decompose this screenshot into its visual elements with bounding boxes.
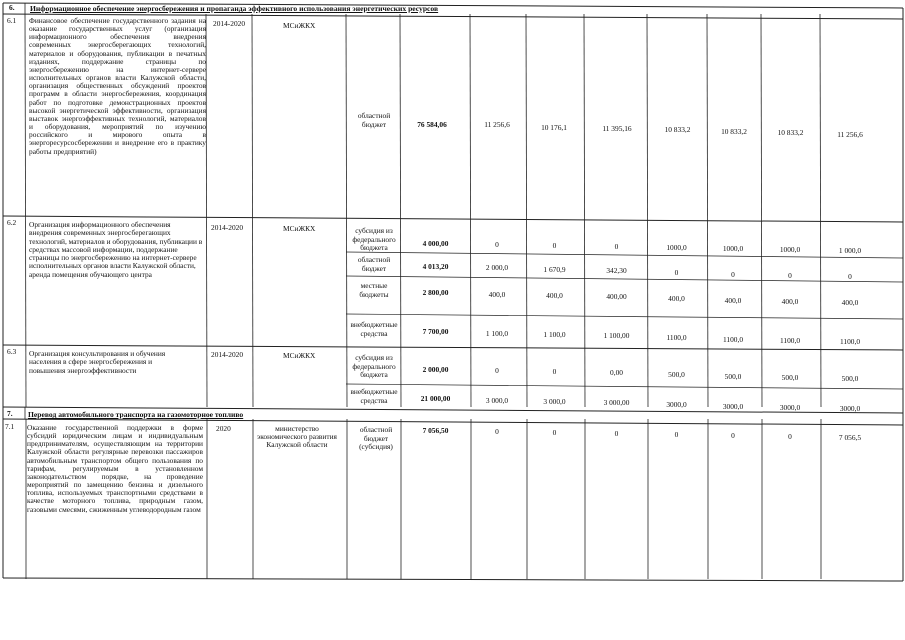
funding-year: 500,0 (724, 372, 742, 381)
funding-year: 2 000,0 (485, 263, 509, 272)
funding-year: 500,0 (781, 373, 799, 382)
funding-year: 400,0 (841, 298, 859, 307)
funding-year: 1 000,0 (838, 246, 862, 255)
row-executor: МСиЖКХ (283, 351, 316, 360)
funding-year: 3000,0 (839, 404, 861, 413)
funding-year: 0 (848, 272, 852, 281)
section-title: Перевод автомобильного транспорта на газомоторное топливо (28, 410, 244, 419)
funding-year: 0 (731, 270, 735, 279)
row-executor: МСиЖКХ (283, 21, 316, 30)
funding-total: 7 056,50 (422, 426, 449, 435)
table-rule (3, 578, 903, 581)
column-rule (820, 14, 821, 407)
funding-total: 4 013,20 (422, 262, 449, 271)
funding-year: 1000,0 (779, 245, 801, 254)
funding-year: 0 (788, 432, 792, 441)
funding-year: 0 (731, 431, 735, 440)
funding-year: 1100,0 (779, 336, 801, 345)
funding-row-rule (346, 314, 903, 319)
funding-year: 1000,0 (722, 244, 744, 253)
row-executor: МСиЖКХ (283, 224, 316, 233)
funding-year: 3000,0 (666, 400, 687, 409)
section-number: 6. (9, 3, 15, 12)
funding-year: 1 100,0 (485, 329, 509, 338)
column-rule (346, 14, 347, 407)
row-executor: министерство экономического развития Калужской области (257, 424, 337, 450)
row-period: 2014-2020 (213, 19, 246, 28)
funding-year: 10 833,2 (721, 127, 747, 136)
funding-year: 0 (495, 427, 499, 436)
column-rule (252, 14, 253, 407)
column-rule (647, 14, 648, 407)
column-rule (761, 14, 762, 407)
row-description: Финансовое обеспечение государственного задания на оказание государственных услуг (организация информационного обеспечения внедрения современных энергосберегающих технологий, материалов и оборудования, публикации в печатных изданиях, поддержание страницы по энергосбережению на интернет-сервере исполнительных органов власти Калужской области, организация общественных обсуждений проектов программ в области энергосбережения, координация работ по подготовке демонстрационных проектов высокой энергетической эффективности, организация выставок энергоэффективных технологий, материалов и оборудования, мероприятий по изучению российского и мирового опыта в энергоресурсосбережении и внедрение его в практику работы предприятий) (29, 16, 206, 156)
funding-year: 11 395,16 (602, 124, 632, 133)
row-number: 6.3 (7, 347, 17, 356)
row-number: 7.1 (5, 422, 15, 431)
funding-total: 7 700,00 (422, 327, 449, 336)
row-description: Организация консультирования и обучения населения в сфере энергосбережения и повышения энергоэффективности (29, 349, 166, 375)
funding-total: 21 000,00 (420, 394, 451, 403)
row-period: 2014-2020 (211, 350, 244, 359)
funding-year: 400,0 (488, 290, 506, 299)
funding-year: 1 100,00 (603, 331, 630, 340)
row-period: 2020 (216, 424, 231, 433)
row-period: 2014-2020 (211, 223, 244, 232)
funding-source: субсидия из федерального бюджета (352, 353, 396, 380)
funding-year: 0 (614, 429, 619, 438)
funding-year: 0 (674, 430, 679, 439)
column-rule (400, 14, 401, 407)
funding-total: 4 000,00 (422, 239, 449, 248)
funding-year: 400,0 (546, 291, 563, 300)
funding-source: местные бюджеты (359, 281, 389, 299)
funding-year: 1100,0 (839, 337, 861, 346)
funding-year: 1 670,9 (543, 265, 566, 274)
funding-year: 0 (788, 271, 792, 280)
funding-year: 0 (552, 241, 557, 250)
row-description: Организация информационного обеспечения внедрения современных энергосберегающих технологий, материалов и оборудования, публикации в средствах массовой информации, поддержание страницы по энергосбережению на интернет-сервере исполнительных органов власти Калужской области, аренда помещения обучающего центра (29, 220, 203, 279)
funding-year: 400,0 (724, 296, 742, 305)
funding-year: 1100,0 (666, 333, 687, 342)
funding-total: 2 800,00 (422, 288, 449, 297)
row-description: Оказание государственной поддержки в форме субсидий юридическим лицам и индивидуальным предпринимателям, осуществляющим на территории Калужской области регулярные перевозки пассажиров автомобильным транспортом общего пользования по тарифам, регулируемым в установленном законодательством порядке, на проведение мероприятий по замещению бензина и дизельного топлива, используемых транспортными средствами в качестве моторного топлива, природным газом, газовыми смесями, сжиженным углеводородным газом (27, 423, 203, 514)
funding-year: 0,00 (610, 368, 623, 377)
funding-year: 1 100,0 (543, 330, 566, 339)
funding-year: 3000,0 (722, 402, 744, 411)
funding-row-rule (346, 384, 903, 389)
funding-year: 10 176,1 (541, 123, 567, 132)
funding-year: 11 256,6 (484, 120, 510, 129)
funding-year: 3000,0 (779, 403, 801, 412)
funding-year: 500,0 (841, 374, 859, 383)
column-rule (206, 14, 207, 407)
funding-source: внебюджетные средства (350, 387, 398, 405)
funding-total: 2 000,00 (422, 365, 449, 374)
funding-year: 10 833,2 (664, 125, 691, 134)
funding-year: 0 (495, 366, 499, 375)
funding-year: 3 000,0 (543, 397, 566, 406)
row-number: 6.1 (7, 16, 17, 25)
funding-source: областной бюджет (357, 255, 391, 273)
funding-year: 500,0 (668, 370, 685, 379)
section-number: 7. (7, 409, 13, 418)
funding-year: 342,30 (606, 266, 627, 275)
funding-source: областной бюджет (357, 111, 391, 129)
funding-year: 0 (674, 268, 679, 277)
funding-year: 7 056,5 (838, 433, 862, 442)
funding-total: 76 584,06 (417, 120, 447, 129)
funding-year: 3 000,00 (603, 398, 630, 407)
funding-year: 400,0 (668, 294, 685, 303)
funding-source: субсидия из федерального бюджета (352, 226, 396, 253)
funding-year: 1000,0 (666, 243, 687, 252)
funding-year: 10 833,2 (777, 128, 804, 137)
column-rule (707, 14, 708, 407)
row-number: 6.2 (7, 218, 17, 227)
funding-source: внебюджетные средства (350, 320, 398, 338)
funding-year: 11 256,6 (837, 130, 863, 139)
section-title: Информационное обеспечение энергосбережения и пропаганда эффективного использования энергетических ресурсов (30, 4, 439, 13)
funding-year: 1100,0 (722, 335, 744, 344)
column-rule (25, 14, 26, 407)
funding-year: 0 (552, 367, 557, 376)
funding-source: областной бюджет (субсидия) (359, 425, 393, 452)
funding-year: 400,0 (781, 297, 799, 306)
funding-year: 3 000,0 (485, 396, 509, 405)
funding-year: 0 (495, 240, 499, 249)
funding-year: 0 (552, 428, 557, 437)
funding-year: 400,00 (606, 292, 627, 301)
funding-year: 0 (614, 242, 619, 251)
